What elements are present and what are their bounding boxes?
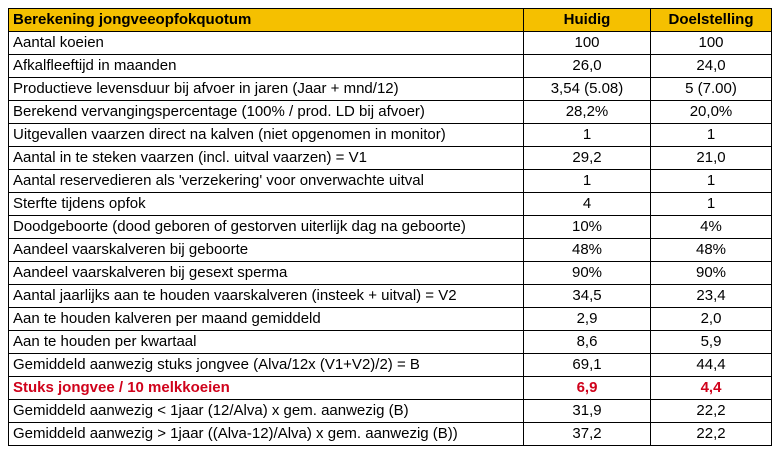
value-current: 6,9 [524, 377, 651, 400]
value-target: 1 [651, 124, 772, 147]
value-current: 4 [524, 193, 651, 216]
row-label: Aan te houden per kwartaal [9, 331, 524, 354]
value-target: 23,4 [651, 285, 772, 308]
table-row [9, 216, 772, 239]
row-label: Uitgevallen vaarzen direct na kalven (niet opgenomen in monitor) [9, 124, 524, 147]
table-row [9, 285, 772, 308]
value-current: 48% [524, 239, 651, 262]
table-row [9, 32, 772, 55]
row-label: Doodgeboorte (dood geboren of gestorven uiterlijk dag na geboorte) [9, 216, 524, 239]
value-current: 37,2 [524, 423, 651, 446]
value-current: 3,54 (5.08) [524, 78, 651, 101]
value-target: 4,4 [651, 377, 772, 400]
table-row [9, 147, 772, 170]
value-current: 31,9 [524, 400, 651, 423]
value-current: 26,0 [524, 55, 651, 78]
row-label: Aantal jaarlijks aan te houden vaarskalveren (insteek + uitval) = V2 [9, 285, 524, 308]
table-row [9, 308, 772, 331]
value-target: 22,2 [651, 400, 772, 423]
value-target: 44,4 [651, 354, 772, 377]
header-row [9, 9, 772, 32]
value-current: 29,2 [524, 147, 651, 170]
value-target: 24,0 [651, 55, 772, 78]
table-row [9, 400, 772, 423]
table-row [9, 239, 772, 262]
jongvee-calculation-table [8, 8, 772, 446]
row-label: Aandeel vaarskalveren bij geboorte [9, 239, 524, 262]
value-current: 69,1 [524, 354, 651, 377]
value-target: 1 [651, 193, 772, 216]
highlighted-row [9, 377, 772, 400]
value-target: 21,0 [651, 147, 772, 170]
table-row [9, 101, 772, 124]
value-current: 28,2% [524, 101, 651, 124]
value-current: 90% [524, 262, 651, 285]
value-target: 20,0% [651, 101, 772, 124]
table-row [9, 124, 772, 147]
value-current: 10% [524, 216, 651, 239]
value-target: 5 (7.00) [651, 78, 772, 101]
value-current: 8,6 [524, 331, 651, 354]
row-label: Berekend vervangingspercentage (100% / prod. LD bij afvoer) [9, 101, 524, 124]
row-label: Stuks jongvee / 10 melkkoeien [9, 377, 524, 400]
value-current: 1 [524, 124, 651, 147]
table-row [9, 55, 772, 78]
row-label: Aan te houden kalveren per maand gemiddeld [9, 308, 524, 331]
table-row [9, 78, 772, 101]
row-label: Aandeel vaarskalveren bij gesext sperma [9, 262, 524, 285]
value-target: 4% [651, 216, 772, 239]
table-row [9, 262, 772, 285]
value-current: 100 [524, 32, 651, 55]
table-row [9, 423, 772, 446]
table-row [9, 170, 772, 193]
value-current: 2,9 [524, 308, 651, 331]
column-header-target: Doelstelling [651, 9, 772, 32]
value-current: 34,5 [524, 285, 651, 308]
row-label: Aantal in te steken vaarzen (incl. uitval vaarzen) = V1 [9, 147, 524, 170]
row-label: Sterfte tijdens opfok [9, 193, 524, 216]
row-label: Gemiddeld aanwezig > 1jaar ((Alva-12)/Alva) x gem. aanwezig (B)) [9, 423, 524, 446]
row-label: Gemiddeld aanwezig stuks jongvee (Alva/12x (V1+V2)/2) = B [9, 354, 524, 377]
value-target: 5,9 [651, 331, 772, 354]
table-row [9, 354, 772, 377]
table-title: Berekening jongveeopfokquotum [9, 9, 524, 32]
value-target: 1 [651, 170, 772, 193]
row-label: Aantal reservedieren als 'verzekering' voor onverwachte uitval [9, 170, 524, 193]
row-label: Aantal koeien [9, 32, 524, 55]
value-target: 100 [651, 32, 772, 55]
value-target: 90% [651, 262, 772, 285]
row-label: Afkalfleeftijd in maanden [9, 55, 524, 78]
value-target: 22,2 [651, 423, 772, 446]
row-label: Productieve levensduur bij afvoer in jaren (Jaar + mnd/12) [9, 78, 524, 101]
table-row [9, 193, 772, 216]
value-target: 2,0 [651, 308, 772, 331]
row-label: Gemiddeld aanwezig < 1jaar (12/Alva) x gem. aanwezig (B) [9, 400, 524, 423]
table-row [9, 331, 772, 354]
value-current: 1 [524, 170, 651, 193]
column-header-current: Huidig [524, 9, 651, 32]
value-target: 48% [651, 239, 772, 262]
